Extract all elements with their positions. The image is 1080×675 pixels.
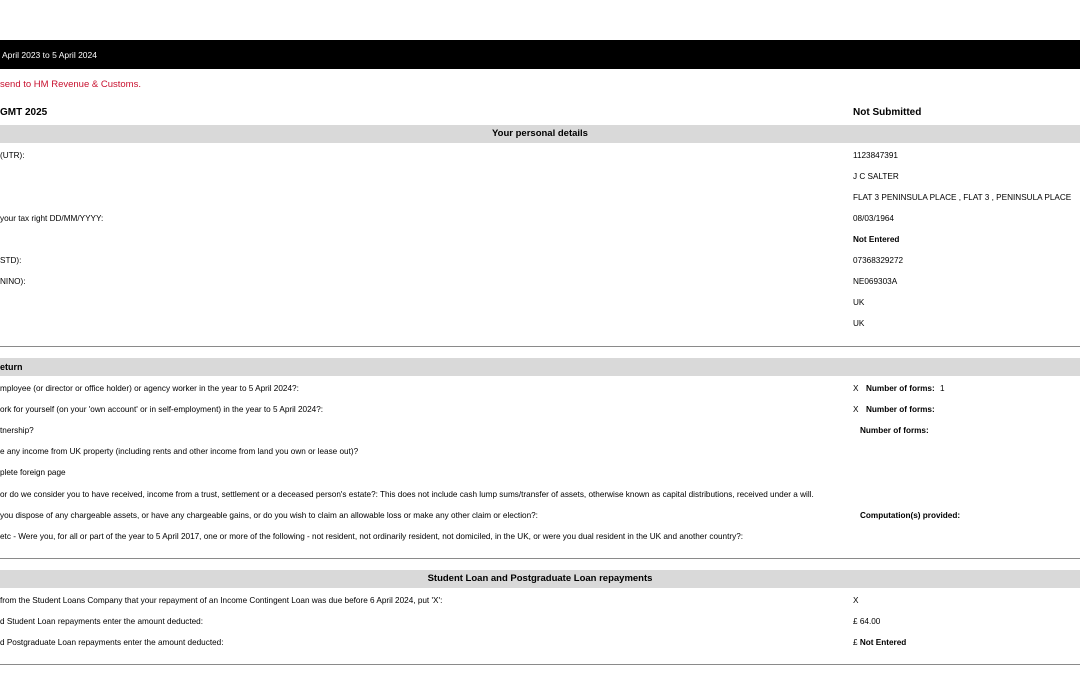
question-label: e any income from UK property (including rents and other income from land you own or lease out)? [0, 447, 359, 456]
loan-value [853, 638, 906, 647]
forms-count-value: 1 [940, 384, 945, 393]
answer-mark: X [853, 405, 859, 414]
question-label: plete foreign page [0, 468, 66, 477]
loans-section-title: Student Loan and Postgraduate Loan repayments [427, 573, 653, 584]
personal-label: NINO): [0, 277, 26, 286]
address-value: FLAT 3 PENINSULA PLACE , FLAT 3 , PENINSULA PLACE [853, 193, 1072, 202]
question-label: etc - Were you, for all or part of the year to 5 April 2017, one or more of the following - not resident, not ordinarily resident, not domiciled, in the UK, or were you dual resident in the UK and another country?: [0, 532, 744, 541]
personal-label: your tax right DD/MM/YYYY: [0, 214, 104, 223]
loan-label: d Postgraduate Loan repayments enter the amount deducted: [0, 638, 224, 647]
question-label: ork for yourself (on your 'own account' or in self-employment) in the year to 5 April 2024?: [0, 405, 324, 414]
return-section-title: eturn [0, 362, 23, 372]
question-label: tnership? [0, 426, 34, 435]
loan-value [853, 617, 880, 626]
section-divider [0, 664, 1080, 665]
computation-label: Computation(s) provided: [860, 511, 961, 520]
tax-period-title: April 2023 to 5 April 2024 [2, 50, 97, 60]
forms-count-label: Number of forms: [866, 405, 935, 414]
nino-value: NE069303A [853, 277, 898, 286]
section-divider [0, 558, 1080, 559]
timestamp: GMT 2025 [0, 107, 48, 118]
loan-label: d Student Loan repayments enter the amount deducted: [0, 617, 204, 626]
currency-prefix: £ [853, 617, 860, 626]
country-value: UK [853, 298, 865, 307]
loan-amount: 64.00 [859, 617, 881, 626]
header-bar [0, 40, 1080, 69]
question-label: or do we consider you to have received, income from a trust, settlement or a deceased person's estate?: This does not include cash lump sums/transfer of assets, otherwise known as capital distributions, received under a will. [0, 490, 814, 499]
loan-value [853, 596, 858, 605]
section-divider [0, 346, 1080, 347]
question-label: you dispose of any chargeable assets, or have any chargeable gains, or do you wish to claim an allowable loss or make any other claim or election?: [0, 511, 538, 520]
dob-value: 08/03/1964 [853, 214, 894, 223]
currency-prefix: £ [853, 638, 860, 647]
name-value: J C SALTER [853, 172, 899, 181]
loan-label: from the Student Loans Company that your repayment of an Income Contingent Loan was due before 6 April 2024, put 'X': [0, 596, 443, 605]
personal-label: STD): [0, 256, 22, 265]
forms-count-label: Number of forms: [866, 384, 935, 393]
question-label: mployee (or director or office holder) or agency worker in the year to 5 April 2024?: [0, 384, 299, 393]
personal-details-title: Your personal details [492, 128, 588, 139]
answer-mark: X [853, 384, 859, 393]
not-entered-value: Not Entered [853, 235, 900, 244]
personal-label: (UTR): [0, 151, 25, 160]
submission-warning: send to HM Revenue & Customs. [0, 79, 141, 90]
status-badge: Not Submitted [853, 107, 922, 118]
loan-amount: Not Entered [859, 638, 907, 647]
utr-value: 1123847391 [853, 151, 898, 160]
loan-amount: X [853, 596, 859, 605]
residence-value: UK [853, 319, 865, 328]
return-section-header [0, 358, 1080, 376]
forms-count-label: Number of forms: [860, 426, 929, 435]
phone-value: 07368329272 [853, 256, 904, 265]
